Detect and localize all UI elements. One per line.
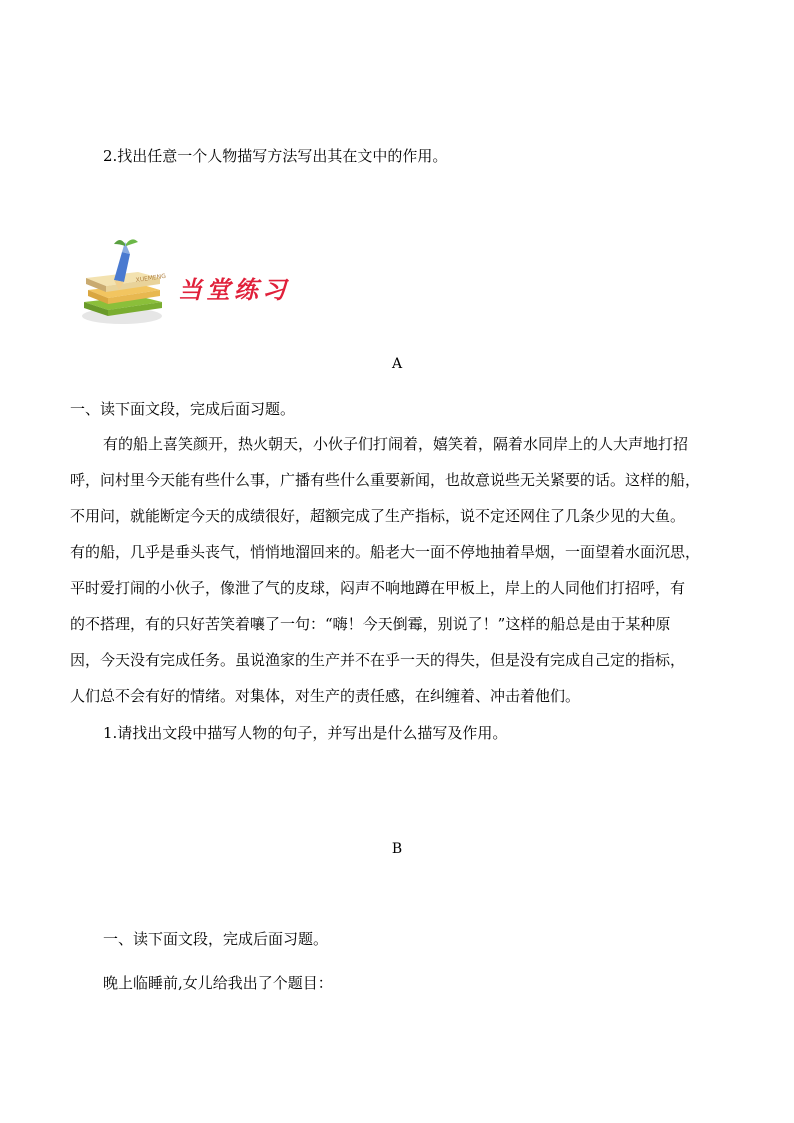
- part-b-label: B: [391, 841, 403, 857]
- part-a-heading: 一、读下面文段，完成后面习题。: [70, 400, 296, 418]
- part-a-question-1: 1.请找出文段中描写人物的句子，并写出是什么描写及作用。: [103, 724, 508, 742]
- books-pencil-icon: [78, 238, 170, 326]
- passage-line: 因，今天没有完成任务。虽说渔家的生产并不在乎一天的得失，但是没有完成自己定的指标，: [70, 651, 686, 669]
- passage-line: 平时爱打闹的小伙子，像泄了气的皮球，闷声不响地蹲在甲板上，岸上的人同他们打招呼，有: [70, 579, 686, 597]
- part-a-label: A: [391, 356, 403, 372]
- logo-text: XUEMENG: [135, 272, 167, 284]
- part-b-heading: 一、读下面文段，完成后面习题。: [103, 930, 329, 948]
- passage-line: 有的船上喜笑颜开，热火朝天，小伙子们打闹着，嬉笑着，隔着水同岸上的人大声地打招: [103, 435, 689, 453]
- passage-line: 不用问，就能断定今天的成绩很好，超额完成了生产指标，说不定还网住了几条少见的大鱼。: [70, 507, 686, 525]
- section-title: 当堂练习: [178, 276, 290, 304]
- passage-line: 呼，问村里今天能有些什么事，广播有些什么重要新闻，也故意说些无关紧要的话。这样的船，: [70, 471, 701, 489]
- passage-line: 有的船，几乎是垂头丧气，悄悄地溜回来的。船老大一面不停地抽着旱烟，一面望着水面沉思，: [70, 543, 701, 561]
- part-b-first-line: 晚上临睡前,女儿给我出了个题目：: [103, 974, 333, 992]
- passage-line: 的不搭理，有的只好苦笑着嚷了一句：“嗨！今天倒霉，别说了！”这样的船总是由于某种原: [70, 615, 671, 633]
- passage-line: 人们总不会有好的情绪。对集体，对生产的责任感，在纠缠着、冲击着他们。: [70, 687, 581, 705]
- question-2: 2.找出任意一个人物描写方法写出其在文中的作用。: [103, 147, 448, 165]
